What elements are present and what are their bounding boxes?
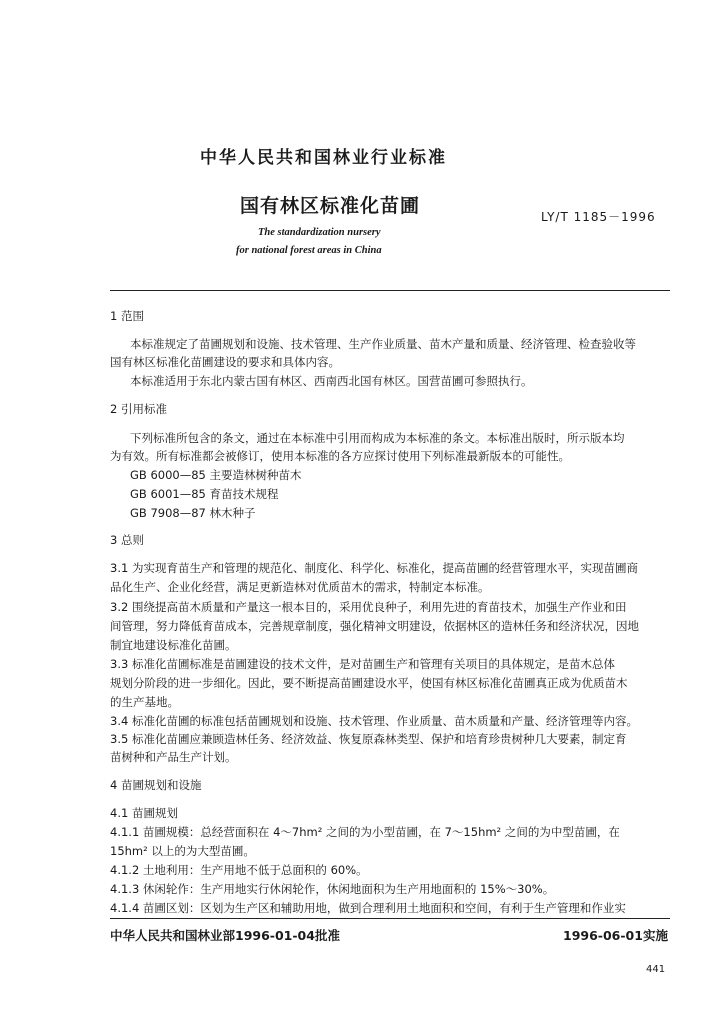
standard-code: LY/T 1185－1996	[541, 210, 656, 224]
paragraph-line: 规划分阶段的进一步细化。因此，要不断提高苗圃建设水平，使国有林区标准化苗圃真正成为优质苗木	[110, 676, 628, 690]
paragraph-line: 国有林区标准化苗圃建设的要求和具体内容。	[110, 355, 340, 369]
paragraph-line: 本标准规定了苗圃规划和设施、技术管理、生产作业质量、苗木产量和质量、经济管理、检查验收等	[130, 337, 636, 351]
paragraph-line: 下列标准所包含的条文，通过在本标准中引用而构成为本标准的条文。本标准出版时，所示版本均	[130, 431, 625, 445]
paragraph-line: 4.1.1 苗圃规模：总经营面积在 4～7hm² 之间的为小型苗圃，在 7～15hm² 之间的为中型苗圃，在	[110, 825, 620, 839]
paragraph-line: 4.1.3 休闲轮作：生产用地实行休闲轮作，休闲地面积为生产用地面积的 15%～30%。	[110, 882, 555, 896]
subsection-heading: 4.1 苗圃规划	[110, 806, 178, 820]
paragraph-line: 苗树种和产品生产计划。	[110, 750, 237, 764]
paragraph-line: 3.5 标准化苗圃应兼顾造林任务、经济效益、恢复原森林类型、保护和培育珍贵树种几大要素，制定育	[110, 732, 627, 746]
section-heading: 1 范围	[110, 309, 144, 323]
reference-item: GB 7908—87 林木种子	[130, 506, 256, 520]
paragraph-line: 为有效。所有标准都会被修订，使用本标准的各方应探讨使用下列标准最新版本的可能性。	[110, 449, 570, 463]
paragraph-line: 3.1 为实现育苗生产和管理的规范化、制度化、科学化、标准化，提高苗圃的经营管理水平，实现苗圃商	[110, 561, 638, 575]
paragraph-line: 本标准适用于东北内蒙古国有林区、西南西北国有林区。国营苗圃可参照执行。	[130, 374, 533, 388]
paragraph-line: 15hm² 以上的为大型苗圃。	[110, 844, 255, 858]
section-heading: 2 引用标准	[110, 402, 167, 416]
top-divider	[110, 290, 670, 291]
english-title-line-1: The standardization nursery	[258, 227, 381, 238]
bottom-divider	[110, 918, 670, 919]
section-heading: 3 总则	[110, 533, 144, 547]
paragraph-line: 4.1.2 土地利用：生产用地不低于总面积的 60%。	[110, 863, 368, 877]
standard-header: 中华人民共和国林业行业标准	[200, 148, 447, 168]
reference-item: GB 6000—85 主要造林树种苗木	[130, 468, 302, 482]
approval-line: 中华人民共和国林业部1996-01-04批准	[110, 928, 340, 943]
document-title: 国有林区标准化苗圃	[240, 195, 421, 217]
paragraph-line: 制宜地建设标准化苗圃。	[110, 638, 237, 652]
paragraph-line: 品化生产、企业化经营，满足更新造林对优质苗木的需求，特制定本标准。	[110, 580, 490, 594]
section-heading: 4 苗圃规划和设施	[110, 778, 202, 792]
page-number: 441	[646, 964, 666, 975]
reference-item: GB 6001—85 育苗技术规程	[130, 487, 279, 501]
paragraph-line: 4.1.4 苗圃区划：区划为生产区和辅助用地，做到合理利用土地面积和空间，有利于生产管理和作业实	[110, 901, 626, 915]
paragraph-line: 3.2 围绕提高苗木质量和产量这一根本目的，采用优良种子，利用先进的育苗技术，加强生产作业和田	[110, 600, 627, 614]
effective-date: 1996-06-01实施	[563, 928, 668, 943]
paragraph-line: 的生产基地。	[110, 695, 179, 709]
paragraph-line: 3.3 标准化苗圃标准是苗圃建设的技术文件，是对苗圃生产和管理有关项目的具体规定，是苗木总体	[110, 657, 615, 671]
english-title-line-2: for national forest areas in China	[236, 245, 382, 256]
paragraph-line: 3.4 标准化苗圃的标准包括苗圃规划和设施、技术管理、作业质量、苗木质量和产量、经济管理等内容。	[110, 714, 638, 728]
paragraph-line: 间管理，努力降低育苗成本，完善规章制度，强化精神文明建设，依据林区的造林任务和经济状况，因地	[110, 619, 639, 633]
